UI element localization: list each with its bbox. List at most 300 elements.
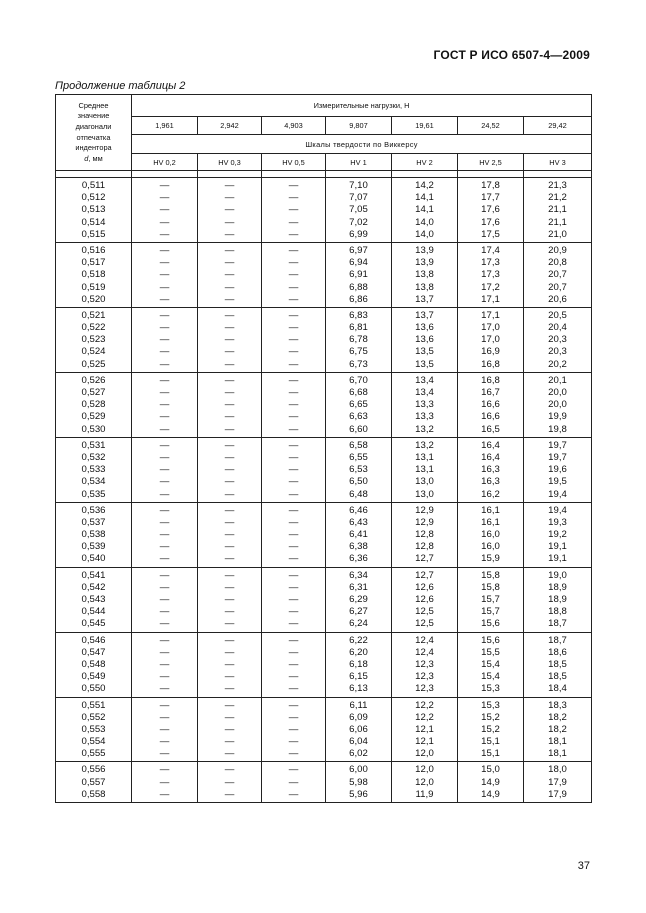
table-value: 6,15 — [349, 671, 368, 683]
table-value: — — [224, 269, 235, 281]
table-value: 13,5 — [415, 346, 434, 358]
table-value: — — [288, 204, 299, 216]
table-value: — — [224, 464, 235, 476]
table-value: 0,522 — [81, 322, 106, 334]
table-value: — — [159, 423, 170, 435]
table-value: 6,60 — [349, 423, 368, 435]
hv03-cell — [198, 307, 262, 372]
table-value: 0,517 — [81, 257, 106, 269]
load-value: 4,903 — [262, 117, 326, 135]
table-value: 0,550 — [81, 683, 106, 695]
table-value: 20,4 — [548, 322, 567, 334]
hv1-cell — [326, 307, 392, 372]
table-value: — — [224, 411, 235, 423]
table-value: 18,9 — [548, 581, 567, 593]
hv-scale-label: HV 2,5 — [458, 154, 524, 171]
table-value: 13,0 — [415, 476, 434, 488]
table-value: — — [288, 309, 299, 321]
diagonal-cell — [56, 178, 132, 243]
table-value: — — [224, 529, 235, 541]
table-value: — — [224, 606, 235, 618]
table-value: 5,96 — [349, 788, 368, 800]
table-row-group — [56, 372, 592, 437]
row-header-line: индентора — [75, 143, 112, 153]
table-value: 6,91 — [349, 269, 368, 281]
table-value: 17,4 — [481, 244, 500, 256]
table-value: 12,9 — [415, 516, 434, 528]
hv3-cell — [524, 762, 592, 803]
table-value: 17,9 — [548, 776, 567, 788]
table-value: 5,98 — [349, 776, 368, 788]
table-value: 0,549 — [81, 671, 106, 683]
table-value: 16,0 — [481, 529, 500, 541]
table-value: — — [224, 257, 235, 269]
table-value: 6,68 — [349, 387, 368, 398]
diagonal-cell — [56, 697, 132, 762]
table-value: 12,4 — [415, 634, 434, 646]
table-value: 16,0 — [481, 541, 500, 553]
hv-scale-label: HV 3 — [524, 154, 592, 171]
table-value: — — [159, 399, 170, 411]
hv05-cell — [262, 178, 326, 243]
table-value: 12,0 — [415, 764, 434, 776]
table-value: — — [159, 411, 170, 423]
table-value: 20,7 — [548, 269, 567, 281]
hv02-cell — [132, 762, 198, 803]
hv25-cell — [458, 502, 524, 567]
diagonal-cell — [56, 242, 132, 307]
table-value: — — [224, 358, 235, 370]
load-value: 2,942 — [198, 117, 262, 135]
table-value: 12,5 — [415, 618, 434, 630]
table-value: 16,1 — [481, 516, 500, 528]
table-value: 0,538 — [81, 529, 106, 541]
table-value: 14,1 — [415, 204, 434, 216]
hv05-cell — [262, 372, 326, 437]
table-value: — — [159, 748, 170, 760]
table-value: — — [288, 334, 299, 346]
table-value: 6,06 — [349, 723, 368, 735]
table-value: 0,525 — [81, 358, 106, 370]
table-value: 6,02 — [349, 748, 368, 760]
table-value: — — [224, 748, 235, 760]
table-value: — — [288, 399, 299, 411]
table-value: 0,552 — [81, 711, 106, 723]
table-value: 0,558 — [81, 788, 106, 800]
table-value: 0,530 — [81, 423, 106, 435]
hv-scale-label: HV 0,5 — [262, 154, 326, 171]
table-value: — — [288, 748, 299, 760]
table-value: — — [288, 788, 299, 800]
table-value: 21,1 — [548, 216, 567, 228]
hv2-cell — [392, 697, 458, 762]
table-value: 19,3 — [548, 516, 567, 528]
table-value: 18,8 — [548, 606, 567, 618]
table-value: — — [288, 634, 299, 646]
hv1-cell — [326, 242, 392, 307]
hv03-cell — [198, 372, 262, 437]
table-value: — — [224, 618, 235, 630]
table-value: 0,535 — [81, 488, 106, 500]
table-value: — — [159, 439, 170, 451]
table-value: 15,9 — [481, 553, 500, 565]
table-value: — — [159, 488, 170, 500]
table-value: 0,546 — [81, 634, 106, 646]
table-value: — — [288, 711, 299, 723]
hv3-cell — [524, 437, 592, 502]
hv25-cell — [458, 762, 524, 803]
table-value: 19,9 — [548, 411, 567, 423]
table-value: — — [159, 309, 170, 321]
hv-scale-label: HV 0,2 — [132, 154, 198, 171]
hv02-cell — [132, 502, 198, 567]
table-value: — — [288, 269, 299, 281]
table-value: — — [159, 374, 170, 386]
table-value: 6,13 — [349, 683, 368, 695]
table-value: 15,2 — [481, 711, 500, 723]
hv2-cell — [392, 242, 458, 307]
table-value: 6,81 — [349, 322, 368, 334]
table-value: 0,537 — [81, 516, 106, 528]
table-value: 18,1 — [548, 736, 567, 748]
table-value: 18,3 — [548, 699, 567, 711]
table-value: — — [288, 723, 299, 735]
table-value: — — [159, 257, 170, 269]
table-value: — — [159, 516, 170, 528]
table-value: 12,7 — [415, 569, 434, 581]
table-value: 19,7 — [548, 439, 567, 451]
table-value: 20,1 — [548, 374, 567, 386]
table-value: — — [288, 764, 299, 776]
hv1-cell — [326, 437, 392, 502]
table-value: 0,555 — [81, 748, 106, 760]
table-value: 13,9 — [415, 257, 434, 269]
hv1-cell — [326, 502, 392, 567]
table-value: 6,43 — [349, 516, 368, 528]
table-value: 6,50 — [349, 476, 368, 488]
table-value: 6,58 — [349, 439, 368, 451]
table-value: 0,524 — [81, 346, 106, 358]
table-value: 12,8 — [415, 541, 434, 553]
row-header-line: значение — [77, 111, 110, 121]
table-value: 17,9 — [548, 788, 567, 800]
table-value: — — [224, 216, 235, 228]
table-value: — — [159, 541, 170, 553]
diagonal-cell — [56, 762, 132, 803]
table-value: 0,534 — [81, 476, 106, 488]
table-value: — — [159, 736, 170, 748]
table-value: 20,6 — [548, 293, 567, 305]
table-value: — — [224, 634, 235, 646]
table-value: 20,5 — [548, 309, 567, 321]
table-value: 17,8 — [481, 180, 500, 191]
table-row-group — [56, 242, 592, 307]
table-value: 13,8 — [415, 281, 434, 293]
table-value: — — [288, 488, 299, 500]
table-value: — — [224, 488, 235, 500]
hv25-cell — [458, 242, 524, 307]
hv2-cell — [392, 372, 458, 437]
table-value: 16,1 — [481, 504, 500, 516]
hv05-cell — [262, 437, 326, 502]
table-value: — — [224, 683, 235, 695]
table-value: — — [288, 358, 299, 370]
table-value: 18,9 — [548, 594, 567, 605]
table-value: 13,4 — [415, 374, 434, 386]
table-value: — — [159, 387, 170, 398]
table-value: 18,7 — [548, 618, 567, 630]
loads-title: Измерительные нагрузки, Н — [132, 95, 592, 117]
table-value: 21,1 — [548, 204, 567, 216]
load-value: 9,807 — [326, 117, 392, 135]
table-value: — — [288, 281, 299, 293]
table-value: 15,8 — [481, 581, 500, 593]
hv25-cell — [458, 567, 524, 632]
table-value: — — [159, 216, 170, 228]
table-value: 6,97 — [349, 244, 368, 256]
table-value: 12,3 — [415, 658, 434, 670]
table-value: 0,532 — [81, 451, 106, 463]
table-value: 6,29 — [349, 594, 368, 605]
hv25-cell — [458, 632, 524, 697]
hv02-cell — [132, 372, 198, 437]
table-value: 0,542 — [81, 581, 106, 593]
hv02-cell — [132, 178, 198, 243]
table-value: 21,0 — [548, 228, 567, 240]
table-value: 7,10 — [349, 180, 368, 191]
table-value: 16,3 — [481, 476, 500, 488]
table-value: — — [224, 699, 235, 711]
hv-scale-label: HV 2 — [392, 154, 458, 171]
table-value: 17,5 — [481, 228, 500, 240]
table-value: — — [159, 334, 170, 346]
table-value: — — [159, 451, 170, 463]
table-value: 19,7 — [548, 451, 567, 463]
table-value: 16,5 — [481, 423, 500, 435]
table-row-group — [56, 697, 592, 762]
table-value: 18,2 — [548, 711, 567, 723]
table-value: 16,9 — [481, 346, 500, 358]
hv05-cell — [262, 502, 326, 567]
table-value: 16,2 — [481, 488, 500, 500]
table-value: — — [224, 594, 235, 605]
table-value: — — [224, 309, 235, 321]
table-value: 20,3 — [548, 334, 567, 346]
table-value: 17,2 — [481, 281, 500, 293]
table-value: — — [159, 606, 170, 618]
table-value: — — [224, 387, 235, 398]
table-value: — — [288, 529, 299, 541]
table-value: 0,531 — [81, 439, 106, 451]
table-value: 12,3 — [415, 671, 434, 683]
table-value: 18,7 — [548, 634, 567, 646]
table-value: 19,1 — [548, 553, 567, 565]
hv25-cell — [458, 178, 524, 243]
table-value: 0,516 — [81, 244, 106, 256]
hv2-cell — [392, 178, 458, 243]
table-value: 18,4 — [548, 683, 567, 695]
table-value: — — [288, 244, 299, 256]
table-value: — — [224, 541, 235, 553]
table-value: — — [224, 281, 235, 293]
hv02-cell — [132, 307, 198, 372]
document-standard-number: ГОСТ Р ИСО 6507-4—2009 — [433, 48, 590, 62]
table-value: — — [224, 788, 235, 800]
table-value: 6,94 — [349, 257, 368, 269]
table-value: 6,88 — [349, 281, 368, 293]
table-value: 14,1 — [415, 192, 434, 204]
table-value: 13,2 — [415, 423, 434, 435]
hv05-cell — [262, 697, 326, 762]
table-value: 16,7 — [481, 387, 500, 398]
table-row-group — [56, 178, 592, 243]
table-value: 17,1 — [481, 293, 500, 305]
table-value: 15,6 — [481, 618, 500, 630]
table-row-group — [56, 567, 592, 632]
row-header-line: диагонали — [75, 121, 112, 131]
table-value: 20,7 — [548, 281, 567, 293]
hv25-cell — [458, 437, 524, 502]
table-value: 11,9 — [415, 788, 434, 800]
hv03-cell — [198, 178, 262, 243]
table-value: 15,6 — [481, 634, 500, 646]
table-value: — — [159, 671, 170, 683]
table-value: 0,547 — [81, 646, 106, 658]
table-value: 16,6 — [481, 399, 500, 411]
diagonal-column-header — [56, 95, 132, 171]
table-value: 6,41 — [349, 529, 368, 541]
hv1-cell — [326, 372, 392, 437]
table-value: 13,9 — [415, 244, 434, 256]
table-value: — — [288, 374, 299, 386]
table-value: — — [288, 476, 299, 488]
table-value: 13,7 — [415, 309, 434, 321]
table-value: 6,04 — [349, 736, 368, 748]
table-row-group — [56, 437, 592, 502]
table-value: 15,1 — [481, 736, 500, 748]
table-row-group — [56, 632, 592, 697]
vickers-hardness-table — [55, 94, 592, 803]
hv02-cell — [132, 567, 198, 632]
table-value: 6,70 — [349, 374, 368, 386]
table-value: 12,5 — [415, 606, 434, 618]
table-value: — — [224, 346, 235, 358]
table-value: 17,6 — [481, 216, 500, 228]
table-value: — — [159, 634, 170, 646]
table-value: 6,00 — [349, 764, 368, 776]
table-value: 12,1 — [415, 723, 434, 735]
table-value: 14,0 — [415, 228, 434, 240]
table-value: 16,8 — [481, 358, 500, 370]
table-value: 12,2 — [415, 699, 434, 711]
table-value: 6,24 — [349, 618, 368, 630]
hv3-cell — [524, 502, 592, 567]
table-value: — — [159, 281, 170, 293]
table-value: 19,4 — [548, 488, 567, 500]
table-value: — — [159, 658, 170, 670]
hv1-cell — [326, 632, 392, 697]
table-value: — — [159, 346, 170, 358]
table-value: 0,519 — [81, 281, 106, 293]
table-value: — — [224, 439, 235, 451]
table-value: 0,539 — [81, 541, 106, 553]
table-value: 15,7 — [481, 594, 500, 605]
table-value: — — [288, 322, 299, 334]
table-value: 6,63 — [349, 411, 368, 423]
table-value: 0,523 — [81, 334, 106, 346]
table-value: 16,6 — [481, 411, 500, 423]
table-value: 19,2 — [548, 529, 567, 541]
load-value: 19,61 — [392, 117, 458, 135]
table-value: — — [224, 764, 235, 776]
table-value: 15,3 — [481, 683, 500, 695]
table-value: 15,5 — [481, 646, 500, 658]
hv1-cell — [326, 178, 392, 243]
table-value: 20,0 — [548, 399, 567, 411]
table-value: 6,53 — [349, 464, 368, 476]
table-value: — — [288, 618, 299, 630]
table-value: 7,07 — [349, 192, 368, 204]
table-spacer-row — [56, 171, 592, 178]
table-value: 0,551 — [81, 699, 106, 711]
table-value: 6,65 — [349, 399, 368, 411]
table-value: — — [288, 257, 299, 269]
table-value: 12,8 — [415, 529, 434, 541]
table-value: 12,2 — [415, 711, 434, 723]
hv2-cell — [392, 762, 458, 803]
table-value: 17,1 — [481, 309, 500, 321]
table-value: — — [288, 581, 299, 593]
table-value: — — [224, 581, 235, 593]
hv2-cell — [392, 567, 458, 632]
table-value: 17,6 — [481, 204, 500, 216]
table-row-group — [56, 502, 592, 567]
table-value: — — [288, 606, 299, 618]
diagonal-cell — [56, 307, 132, 372]
table-value: 12,6 — [415, 594, 434, 605]
table-value: — — [159, 711, 170, 723]
table-value: 7,05 — [349, 204, 368, 216]
table-value: — — [288, 516, 299, 528]
table-value: 15,8 — [481, 569, 500, 581]
hv03-cell — [198, 762, 262, 803]
table-value: 14,9 — [481, 788, 500, 800]
hv05-cell — [262, 762, 326, 803]
table-value: — — [224, 516, 235, 528]
load-value: 1,961 — [132, 117, 198, 135]
table-value: 14,2 — [415, 180, 434, 191]
table-value: 6,11 — [349, 699, 368, 711]
hv05-cell — [262, 567, 326, 632]
hv03-cell — [198, 567, 262, 632]
table-value: 17,0 — [481, 334, 500, 346]
hv05-cell — [262, 242, 326, 307]
table-value: — — [288, 423, 299, 435]
table-value: 12,4 — [415, 646, 434, 658]
table-value: 0,545 — [81, 618, 106, 630]
table-value: — — [288, 553, 299, 565]
table-value: 12,3 — [415, 683, 434, 695]
table-caption: Продолжение таблицы 2 — [55, 80, 186, 92]
hv02-cell — [132, 242, 198, 307]
table-value: 6,48 — [349, 488, 368, 500]
table-value: 0,557 — [81, 776, 106, 788]
table-value: — — [224, 504, 235, 516]
table-value: — — [224, 569, 235, 581]
table-value: — — [159, 504, 170, 516]
diagonal-cell — [56, 567, 132, 632]
table-value: 14,9 — [481, 776, 500, 788]
